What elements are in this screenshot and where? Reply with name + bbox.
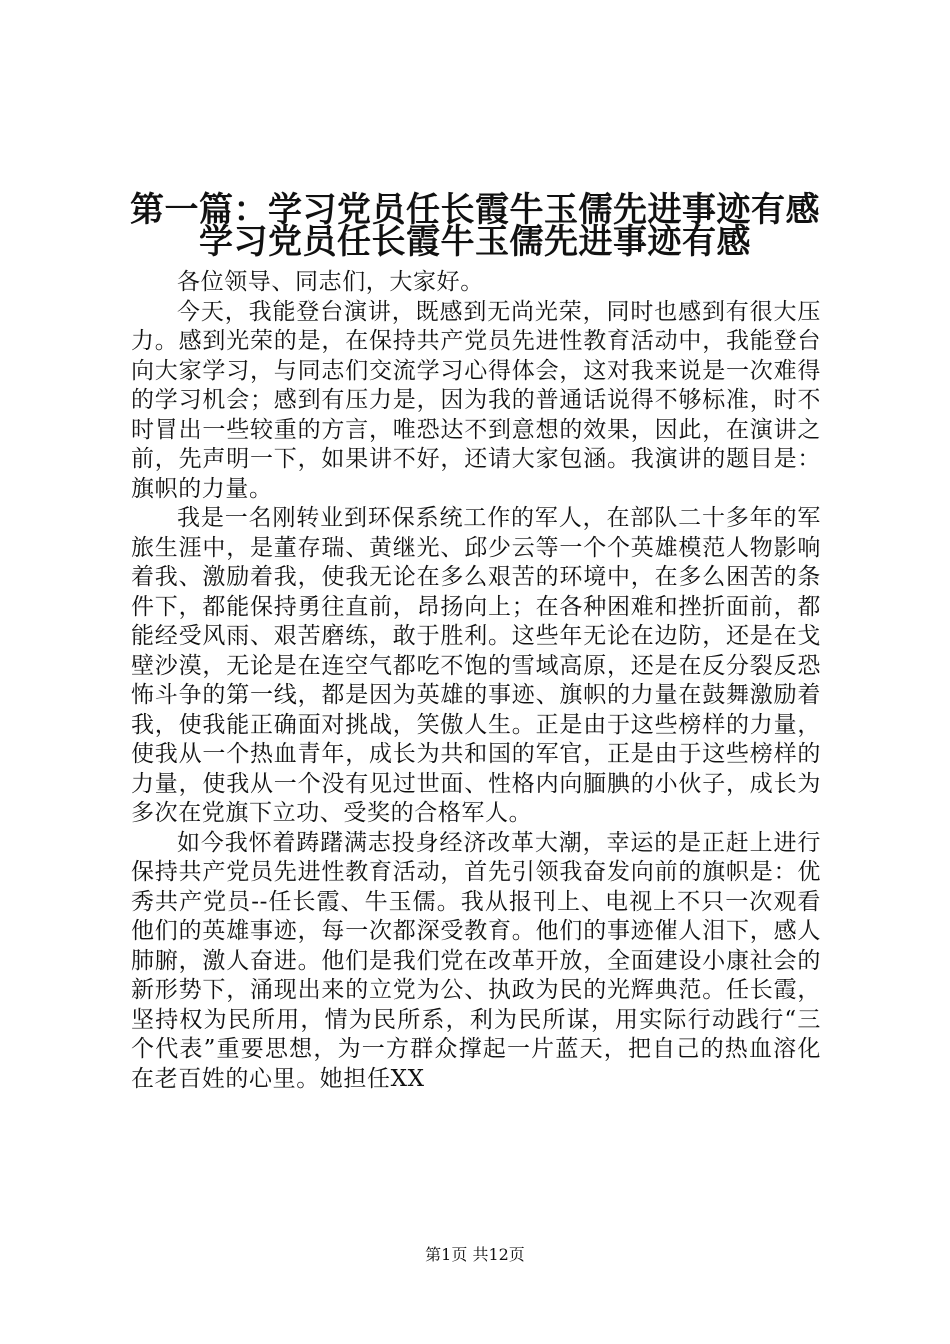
document-title: 第一篇：学习党员任长霞牛玉儒先进事迹有感 xyxy=(130,190,820,230)
document-subtitle: 学习党员任长霞牛玉儒先进事迹有感 xyxy=(199,222,751,262)
paragraph-role-models: 如今我怀着踌躇满志投身经济改革大潮，幸运的是正赶上进行保持共产党员先进性教育活动，首先引领我奋发向前的旗帜是：优秀共产党员--任长霞、牛玉儒。我从报刊上、电视上不只一次观看他们的英雄事迹，每一次都深受教育。他们的事迹催人泪下，感人肺腑，激人奋进。他们是我们党在改革开放，全面建设小康社会的新形势下，涌现出来的立党为公、执政为民的光辉典范。任长霞，坚持权为民所用，情为民所系，利为民所谋，用实际行动践行“三个代表”重要思想，为一方群众撑起一片蓝天，把自己的热血溶化在老百姓的心里。她担任XX xyxy=(131,829,821,1092)
paragraph-opening: 今天，我能登台演讲，既感到无尚光荣，同时也感到有很大压力。感到光荣的是，在保持共产党员先进性教育活动中，我能登台向大家学习，与同志们交流学习心得体会，这对我来说是一次难得的学习机会；感到有压力是，因为我的普通话说得不够标准，时不时冒出一些较重的方言，唯恐达不到意想的效果，因此，在演讲之前，先声明一下，如果讲不好，还请大家包涵。我演讲的题目是：旗帜的力量。 xyxy=(131,298,821,502)
document-body xyxy=(131,268,821,1094)
paragraph-military-career: 我是一名刚转业到环保系统工作的军人，在部队二十多年的军旅生涯中，是董存瑞、黄继光、邱少云等一个个英雄模范人物影响着我、激励着我，使我无论在多么艰苦的环境中，在多么困苦的条件下，都能保持勇往直前，昂扬向上；在各种困难和挫折面前，都能经受风雨、艰苦磨练，敢于胜利。这些年无论在边防，还是在戈壁沙漠，无论是在连空气都吃不饱的雪域高原，还是在反分裂反恐怖斗争的第一线，都是因为英雄的事迹、旗帜的力量在鼓舞激励着我，使我能正确面对挑战，笑傲人生。正是由于这些榜样的力量，使我从一个热血青年，成长为共和国的军官，正是由于这些榜样的力量，使我从一个没有见过世面、性格内向腼腆的小伙子，成长为多次在党旗下立功、受奖的合格军人。 xyxy=(131,505,821,826)
page-footer: 第1页 共12页 xyxy=(425,1245,525,1264)
paragraph-greeting: 各位领导、同志们，大家好。 xyxy=(177,269,484,295)
